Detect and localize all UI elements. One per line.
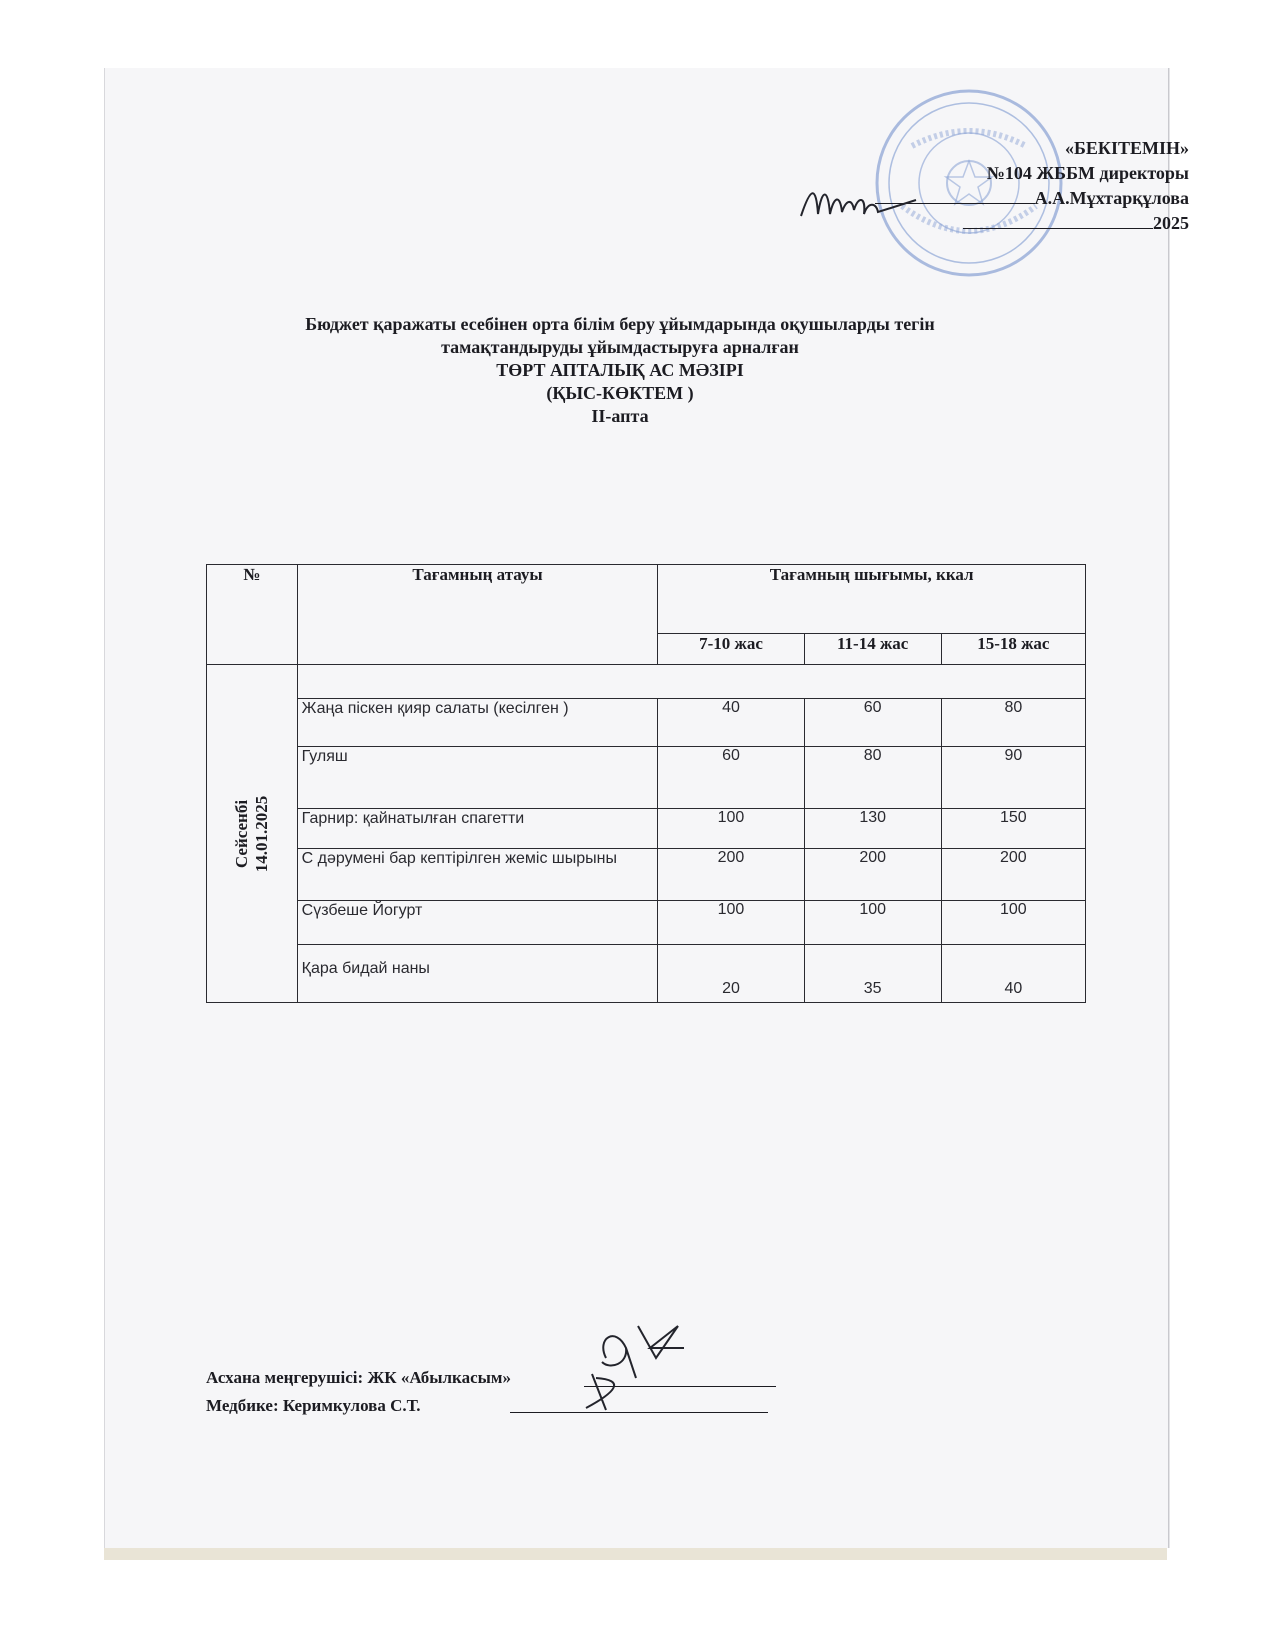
approval-name: А.А.Мұхтарқұлова — [1034, 188, 1189, 208]
header-yield: Тағамның шығымы, ккал — [658, 565, 1086, 634]
title-line-5: ІІ-апта — [591, 406, 649, 426]
table-row — [207, 901, 1086, 945]
value-11-14: 130 — [804, 809, 941, 849]
day-cell — [207, 665, 298, 1003]
table-header-row — [207, 565, 1086, 634]
title-line-1: Бюджет қаражаты есебінен орта білім беру ұйымдарында оқушыларды тегін — [305, 314, 935, 334]
value-11-14: 35 — [804, 945, 941, 1003]
document-title — [180, 313, 1060, 428]
dish-name: Қара бидай наны — [297, 945, 658, 1003]
table-row — [207, 849, 1086, 901]
dish-name: Гарнир: қайнатылған спагетти — [297, 809, 658, 849]
day-label — [232, 795, 272, 872]
dish-name: Гуляш — [297, 747, 658, 809]
canteen-manager-label: Асхана меңгерушісі: ЖК «Абылкасым» — [206, 1368, 511, 1387]
value-11-14: 100 — [804, 901, 941, 945]
sheet-bottom-edge — [104, 1548, 1167, 1560]
value-15-18: 100 — [941, 901, 1085, 945]
value-7-10: 60 — [658, 747, 804, 809]
table-row — [207, 699, 1086, 747]
canteen-signature — [566, 1318, 696, 1414]
header-number: № — [207, 565, 298, 665]
header-age-15-18: 15-18 жас — [941, 634, 1085, 665]
day-date: 14.01.2025 — [251, 795, 271, 872]
dish-name: С дәрумені бар кептірілген жеміс шырыны — [297, 849, 658, 901]
value-11-14: 200 — [804, 849, 941, 901]
value-15-18: 150 — [941, 809, 1085, 849]
title-line-4: (ҚЫС-КӨКТЕМ ) — [546, 383, 694, 403]
dish-name: Сүзбеше Йогурт — [297, 901, 658, 945]
director-signature — [796, 176, 936, 236]
value-15-18: 40 — [941, 945, 1085, 1003]
header-age-11-14: 11-14 жас — [804, 634, 941, 665]
footer-nurse — [206, 1396, 421, 1416]
value-11-14: 60 — [804, 699, 941, 747]
value-15-18: 200 — [941, 849, 1085, 901]
title-line-3: ТӨРТ АПТАЛЫҚ АС МӘЗІРІ — [496, 360, 744, 380]
approval-position: №104 ЖББМ директоры — [986, 163, 1189, 183]
value-7-10: 40 — [658, 699, 804, 747]
value-15-18: 80 — [941, 699, 1085, 747]
value-11-14: 80 — [804, 747, 941, 809]
table-row — [207, 945, 1086, 1003]
value-7-10: 100 — [658, 901, 804, 945]
approval-heading: «БЕКІТЕМІН» — [1065, 138, 1189, 158]
menu-table — [206, 564, 1086, 1003]
date-line — [963, 212, 1153, 229]
table-row — [207, 747, 1086, 809]
footer-canteen — [206, 1368, 511, 1388]
value-7-10: 20 — [658, 945, 804, 1003]
empty-section-row — [297, 665, 1085, 699]
value-7-10: 200 — [658, 849, 804, 901]
header-dish-name: Тағамның атауы — [297, 565, 658, 665]
value-7-10: 100 — [658, 809, 804, 849]
table-row — [207, 809, 1086, 849]
approval-year: 2025 — [1153, 213, 1189, 233]
dish-name: Жаңа піскен қияр салаты (кесілген ) — [297, 699, 658, 747]
title-line-2: тамақтандыруды ұйымдастыруға арналған — [441, 337, 799, 357]
day-weekday: Сейсенбі — [231, 799, 251, 868]
table-row — [207, 665, 1086, 699]
value-15-18: 90 — [941, 747, 1085, 809]
header-age-7-10: 7-10 жас — [658, 634, 804, 665]
nurse-label: Медбике: Керимкулова С.Т. — [206, 1396, 421, 1415]
